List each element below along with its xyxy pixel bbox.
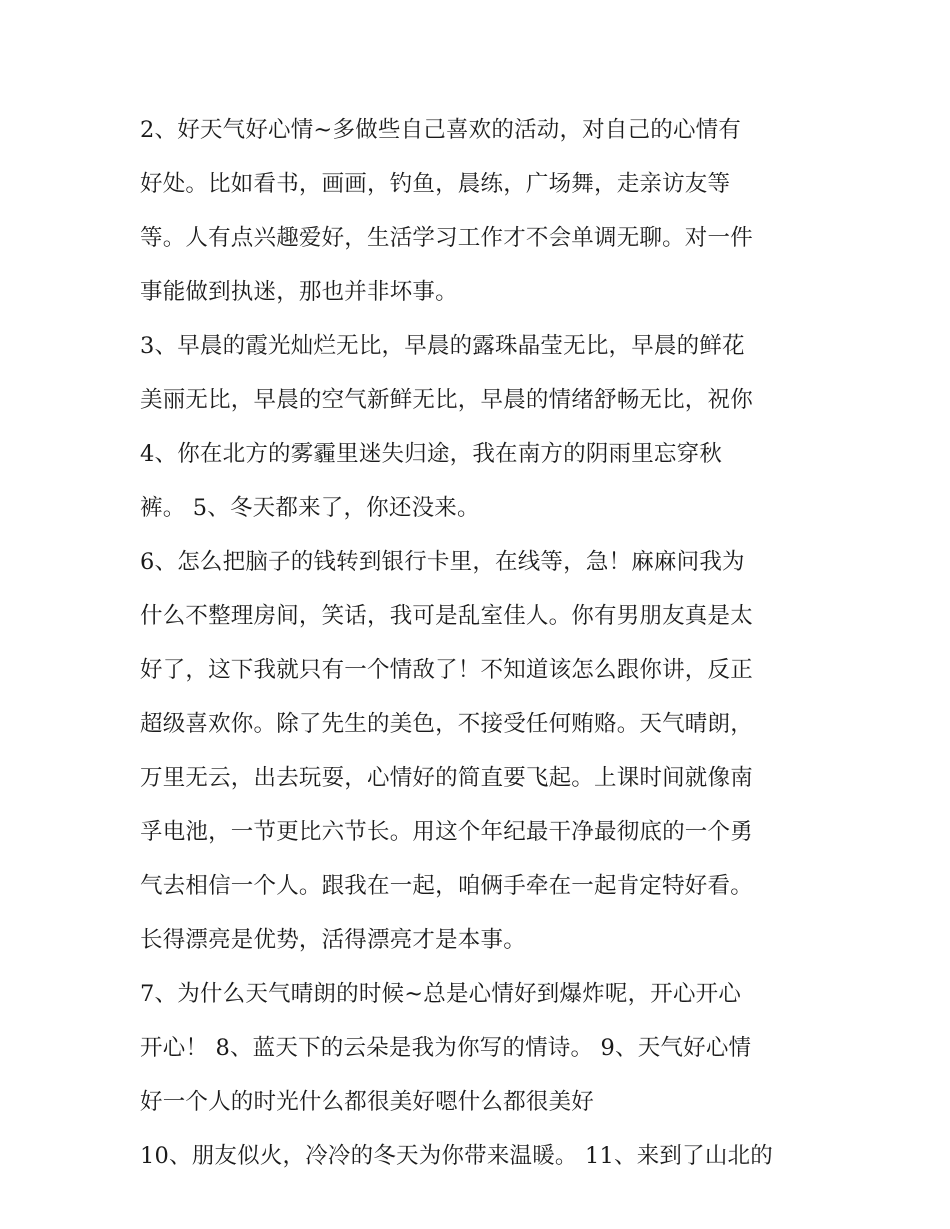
text-line: 6、怎么把脑子的钱转到银行卡里，在线等，急！麻麻问我为	[140, 549, 745, 575]
text-line: 孚电池，一节更比六节长。用这个年纪最干净最彻底的一个勇	[140, 819, 753, 845]
text-line: 超级喜欢你。除了先生的美色，不接受任何贿赂。天气晴朗，	[140, 711, 753, 737]
text-line: 7、为什么天气晴朗的时候~总是心情好到爆炸呢，开心开心	[140, 981, 742, 1007]
text-line: 好了，这下我就只有一个情敌了！不知道该怎么跟你讲，反正	[140, 657, 753, 683]
text-line: 好处。比如看书，画画，钓鱼，晨练，广场舞，走亲访友等	[140, 171, 731, 197]
text-line: 裤。 5、冬天都来了，你还没来。	[140, 495, 480, 521]
document-body	[140, 108, 830, 1188]
text-line: 事能做到执迷，那也并非坏事。	[140, 279, 458, 305]
text-line: 2、好天气好心情~多做些自己喜欢的活动，对自己的心情有	[140, 117, 742, 143]
text-line: 美丽无比，早晨的空气新鲜无比，早晨的情绪舒畅无比，祝你	[140, 387, 753, 413]
text-line: 长得漂亮是优势，活得漂亮才是本事。	[140, 927, 526, 953]
text-line: 什么不整理房间，笑话，我可是乱室佳人。你有男朋友真是太	[140, 603, 753, 629]
text-line: 4、你在北方的雾霾里迷失归途，我在南方的阴雨里忘穿秋	[140, 441, 723, 467]
text-line: 好一个人的时光什么都很美好嗯什么都很美好	[140, 1089, 595, 1115]
text-line: 气去相信一个人。跟我在一起，咱俩手牵在一起肯定特好看。	[140, 873, 753, 899]
text-line: 万里无云，出去玩耍，心情好的简直要飞起。上课时间就像南	[140, 765, 753, 791]
text-line: 等。人有点兴趣爱好，生活学习工作才不会单调无聊。对一件	[140, 225, 753, 251]
text-line: 10、朋友似火，冷冷的冬天为你带来温暖。 11、来到了山北的	[140, 1143, 773, 1169]
text-line: 开心！ 8、蓝天下的云朵是我为你写的情诗。 9、天气好心情	[140, 1035, 752, 1061]
text-line: 3、早晨的霞光灿烂无比，早晨的露珠晶莹无比，早晨的鲜花	[140, 333, 745, 359]
